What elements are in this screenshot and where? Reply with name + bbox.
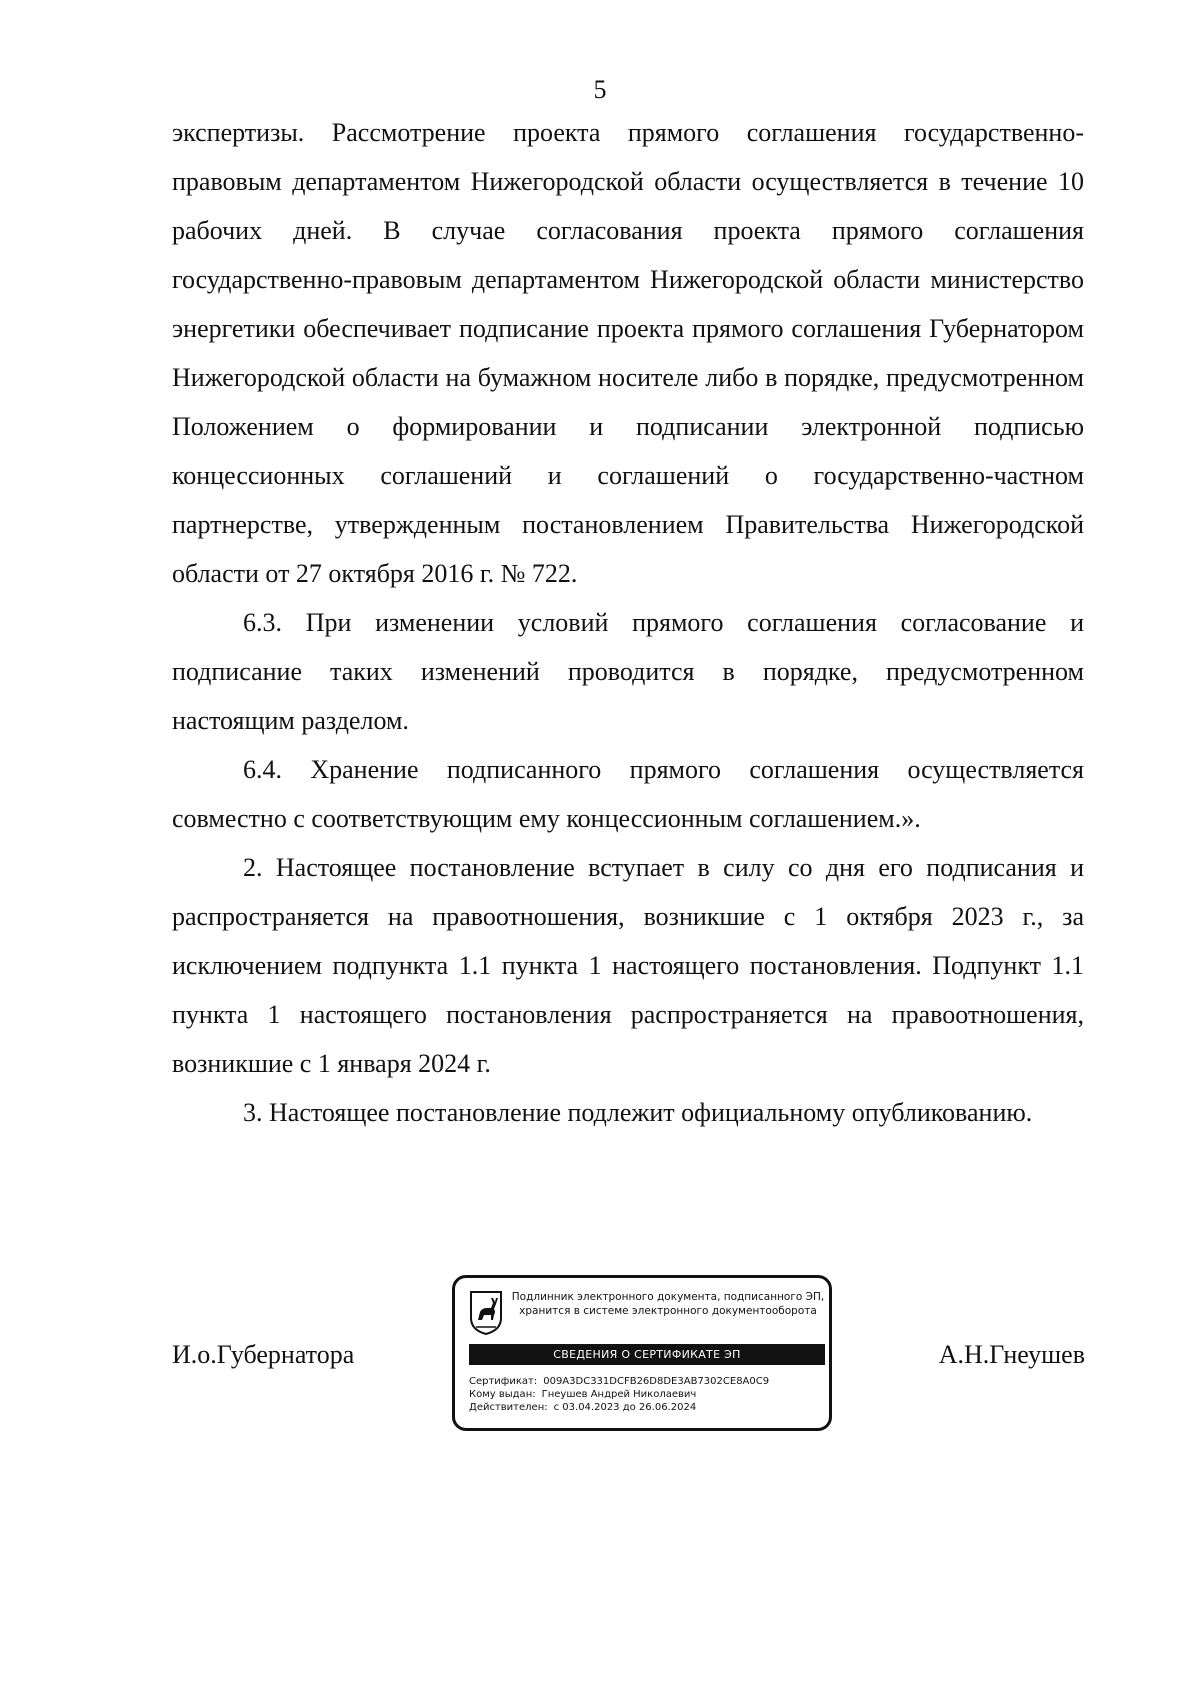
valid-row [469,1401,825,1414]
signature-block [0,1275,1200,1435]
signatory-position: И.о.Губернатора [172,1340,355,1369]
valid-value: с 03.04.2023 до 26.06.2024 [553,1402,697,1413]
document-body [172,108,1084,1137]
paragraph-2: 2. Настоящее постановление вступает в силу со дня его подписания и распространяется на правоотношения, возникшие с 1 октября 2023 г., за исключением подпункта 1.1 пункта 1 настоящего постановления. Подпункт 1.1 пункта 1 настоящего постановления распространяется на правоотношения, возникшие с 1 января 2024 г. [172,853,1084,1078]
signatory-name: А.Н.Гнеушев [938,1340,1085,1369]
paragraph-6-3: 6.3. При изменении условий прямого соглашения согласование и подписание таких изменений проводится в порядке, предусмотренном настоящим разделом. [172,608,1084,735]
stamp-certificate-title: СВЕДЕНИЯ О СЕРТИФИКАТЕ ЭП [469,1344,825,1365]
valid-label: Действителен: [469,1402,548,1413]
page-number: 5 [593,75,607,104]
issued-to-value: Гнеушев Андрей Николаевич [541,1389,697,1400]
paragraph-6-4: 6.4. Хранение подписанного прямого соглашения осуществляется совместно с соответствующим ему концессионным соглашением.». [172,755,1084,833]
stamp-certificate-details [469,1375,825,1414]
paragraph-3: 3. Настоящее постановление подлежит официальному опубликованию. [243,1098,1033,1127]
issued-to-row [469,1388,825,1401]
stamp-header [511,1290,825,1318]
electronic-signature-stamp [452,1275,832,1431]
issued-to-label: Кому выдан: [469,1389,536,1400]
stamp-header-line2: хранится в системе электронного документооборота [519,1305,817,1317]
stamp-header-line1: Подлинник электронного документа, подписанного ЭП, [511,1291,825,1303]
certificate-row [469,1375,825,1388]
nizhny-novgorod-deer-emblem-icon [469,1290,503,1336]
certificate-label: Сертификат: [469,1376,538,1387]
paragraph-continuation: экспертизы. Рассмотрение проекта прямого соглашения государственно-правовым департаментом Нижегородской области осуществляется в течение 10 рабочих дней. В случае согласования проекта прямого соглашения государственно-правовым департаментом Нижегородской области министерство энергетики обеспечивает подписание проекта прямого соглашения Губернатором Нижегородской области на бумажном носителе либо в порядке, предусмотренном Положением о формировании и подписании электронной подписью концессионных соглашений и соглашений о государственно-частном партнерстве, утвержденным постановлением Правительства Нижегородской области от 27 октября 2016 г. № 722. [172,118,1084,588]
certificate-value: 009A3DC331DCFB26D8DE3AB7302CE8A0C9 [543,1376,770,1387]
